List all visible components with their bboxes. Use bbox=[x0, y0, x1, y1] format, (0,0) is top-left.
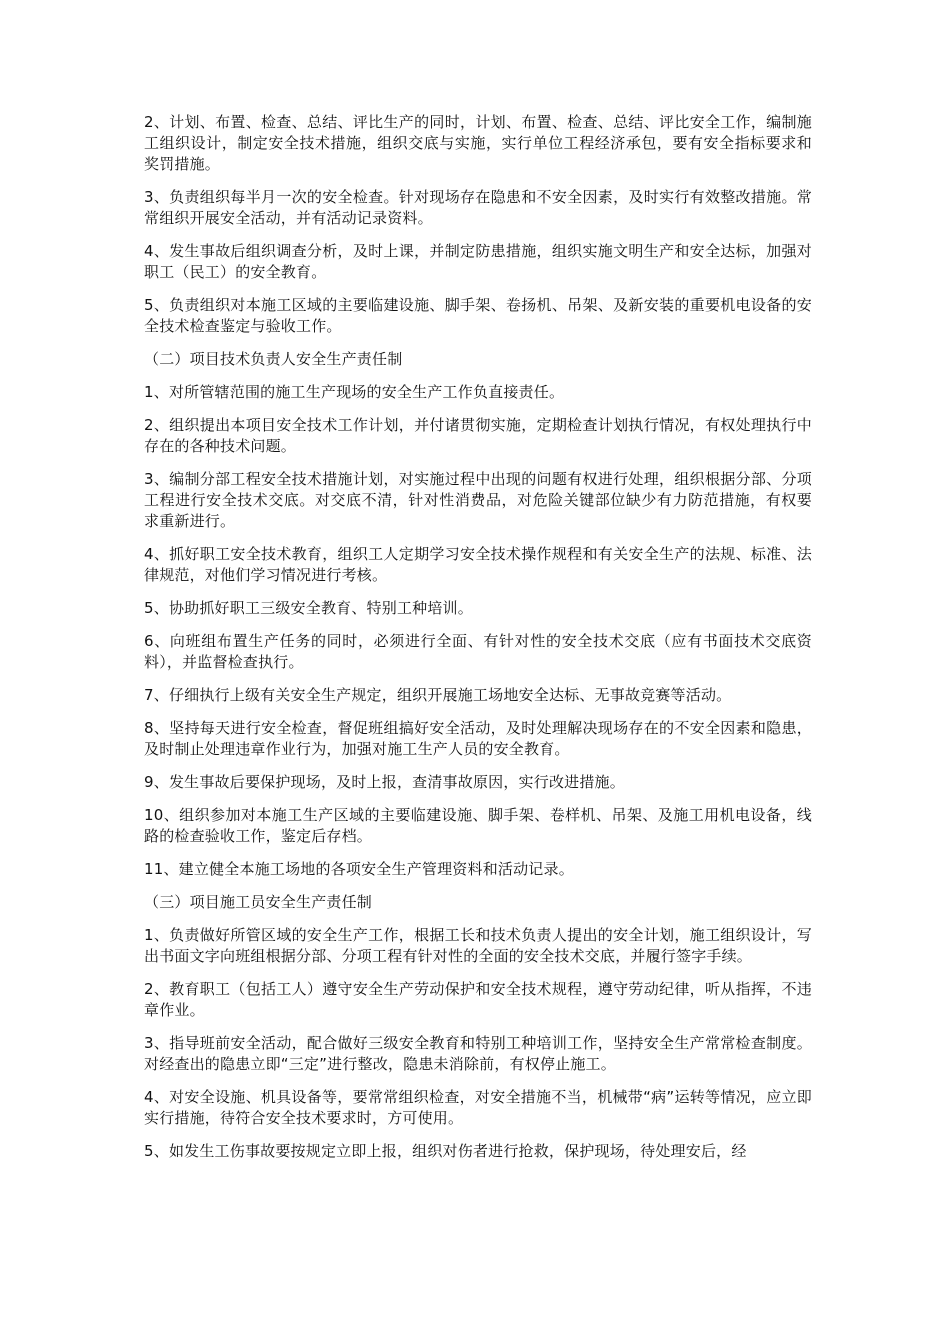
paragraph: 3、负责组织每半月一次的安全检查。针对现场存在隐患和不安全因素，及时实行有效整改措施。常常组织开展安全活动，并有活动记录资料。 bbox=[144, 188, 812, 227]
paragraph: 6、向班组布置生产任务的同时，必须进行全面、有针对性的安全技术交底（应有书面技术交底资料），并监督检查执行。 bbox=[144, 632, 812, 671]
paragraph: 3、编制分部工程安全技术措施计划，对实施过程中出现的问题有权进行处理，组织根据分部、分项工程进行安全技术交底。对交底不清，针对性消费品，对危险关键部位缺少有力防范措施，有权要求重新进行。 bbox=[144, 470, 812, 530]
document-body bbox=[144, 112, 812, 1174]
paragraph: 11、建立健全本施工场地的各项安全生产管理资料和活动记录。 bbox=[144, 860, 574, 878]
paragraph: 5、负责组织对本施工区域的主要临建设施、脚手架、卷扬机、吊架、及新安装的重要机电设备的安全技术检查鉴定与验收工作。 bbox=[144, 296, 812, 335]
paragraph: 10、组织参加对本施工生产区域的主要临建设施、脚手架、卷样机、吊架、及施工用机电设备，线路的检查验收工作，鉴定后存档。 bbox=[144, 806, 812, 845]
section-heading: （三）项目施工员安全生产责任制 bbox=[144, 893, 373, 911]
paragraph: 1、负责做好所管区域的安全生产工作，根据工长和技术负责人提出的安全计划，施工组织设计，写出书面文字向班组根据分部、分项工程有针对性的全面的安全技术交底，并履行签字手续。 bbox=[144, 926, 812, 965]
paragraph: 2、教育职工（包括工人）遵守安全生产劳动保护和安全技术规程，遵守劳动纪律，听从指挥，不违章作业。 bbox=[144, 980, 812, 1019]
paragraph: 1、对所管辖范围的施工生产现场的安全生产工作负直接责任。 bbox=[144, 383, 565, 401]
paragraph: 8、坚持每天进行安全检查，督促班组搞好安全活动，及时处理解决现场存在的不安全因素和隐患，及时制止处理违章作业行为，加强对施工生产人员的安全教育。 bbox=[144, 719, 812, 758]
paragraph: 2、组织提出本项目安全技术工作计划，并付诸贯彻实施，定期检查计划执行情况，有权处理执行中存在的各种技术问题。 bbox=[144, 416, 812, 455]
paragraph: 9、发生事故后要保护现场，及时上报，查清事故原因，实行改进措施。 bbox=[144, 773, 625, 791]
paragraph: 7、仔细执行上级有关安全生产规定，组织开展施工场地安全达标、无事故竞赛等活动。 bbox=[144, 686, 732, 704]
paragraph: 3、指导班前安全活动，配合做好三级安全教育和特别工种培训工作，坚持安全生产常常检查制度。对经查出的隐患立即“三定”进行整改，隐患未消除前，有权停止施工。 bbox=[144, 1034, 812, 1073]
paragraph: 4、对安全设施、机具设备等，要常常组织检查，对安全措施不当，机械带“病”运转等情况，应立即实行措施，待符合安全技术要求时，方可使用。 bbox=[144, 1088, 812, 1127]
paragraph: 5、如发生工伤事故要按规定立即上报，组织对伤者进行抢救，保护现场，待处理安后，经 bbox=[144, 1142, 747, 1160]
paragraph: 5、协助抓好职工三级安全教育、特别工种培训。 bbox=[144, 599, 473, 617]
paragraph: 4、抓好职工安全技术教育，组织工人定期学习安全技术操作规程和有关安全生产的法规、标准、法律规范，对他们学习情况进行考核。 bbox=[144, 545, 812, 584]
paragraph: 4、发生事故后组织调查分析，及时上课，并制定防患措施，组织实施文明生产和安全达标，加强对职工（民工）的安全教育。 bbox=[144, 242, 812, 281]
section-heading: （二）项目技术负责人安全生产责任制 bbox=[144, 350, 403, 368]
paragraph: 2、计划、布置、检查、总结、评比生产的同时，计划、布置、检查、总结、评比安全工作，编制施工组织设计，制定安全技术措施，组织交底与实施，实行单位工程经济承包，要有安全指标要求和奖罚措施。 bbox=[144, 113, 812, 173]
